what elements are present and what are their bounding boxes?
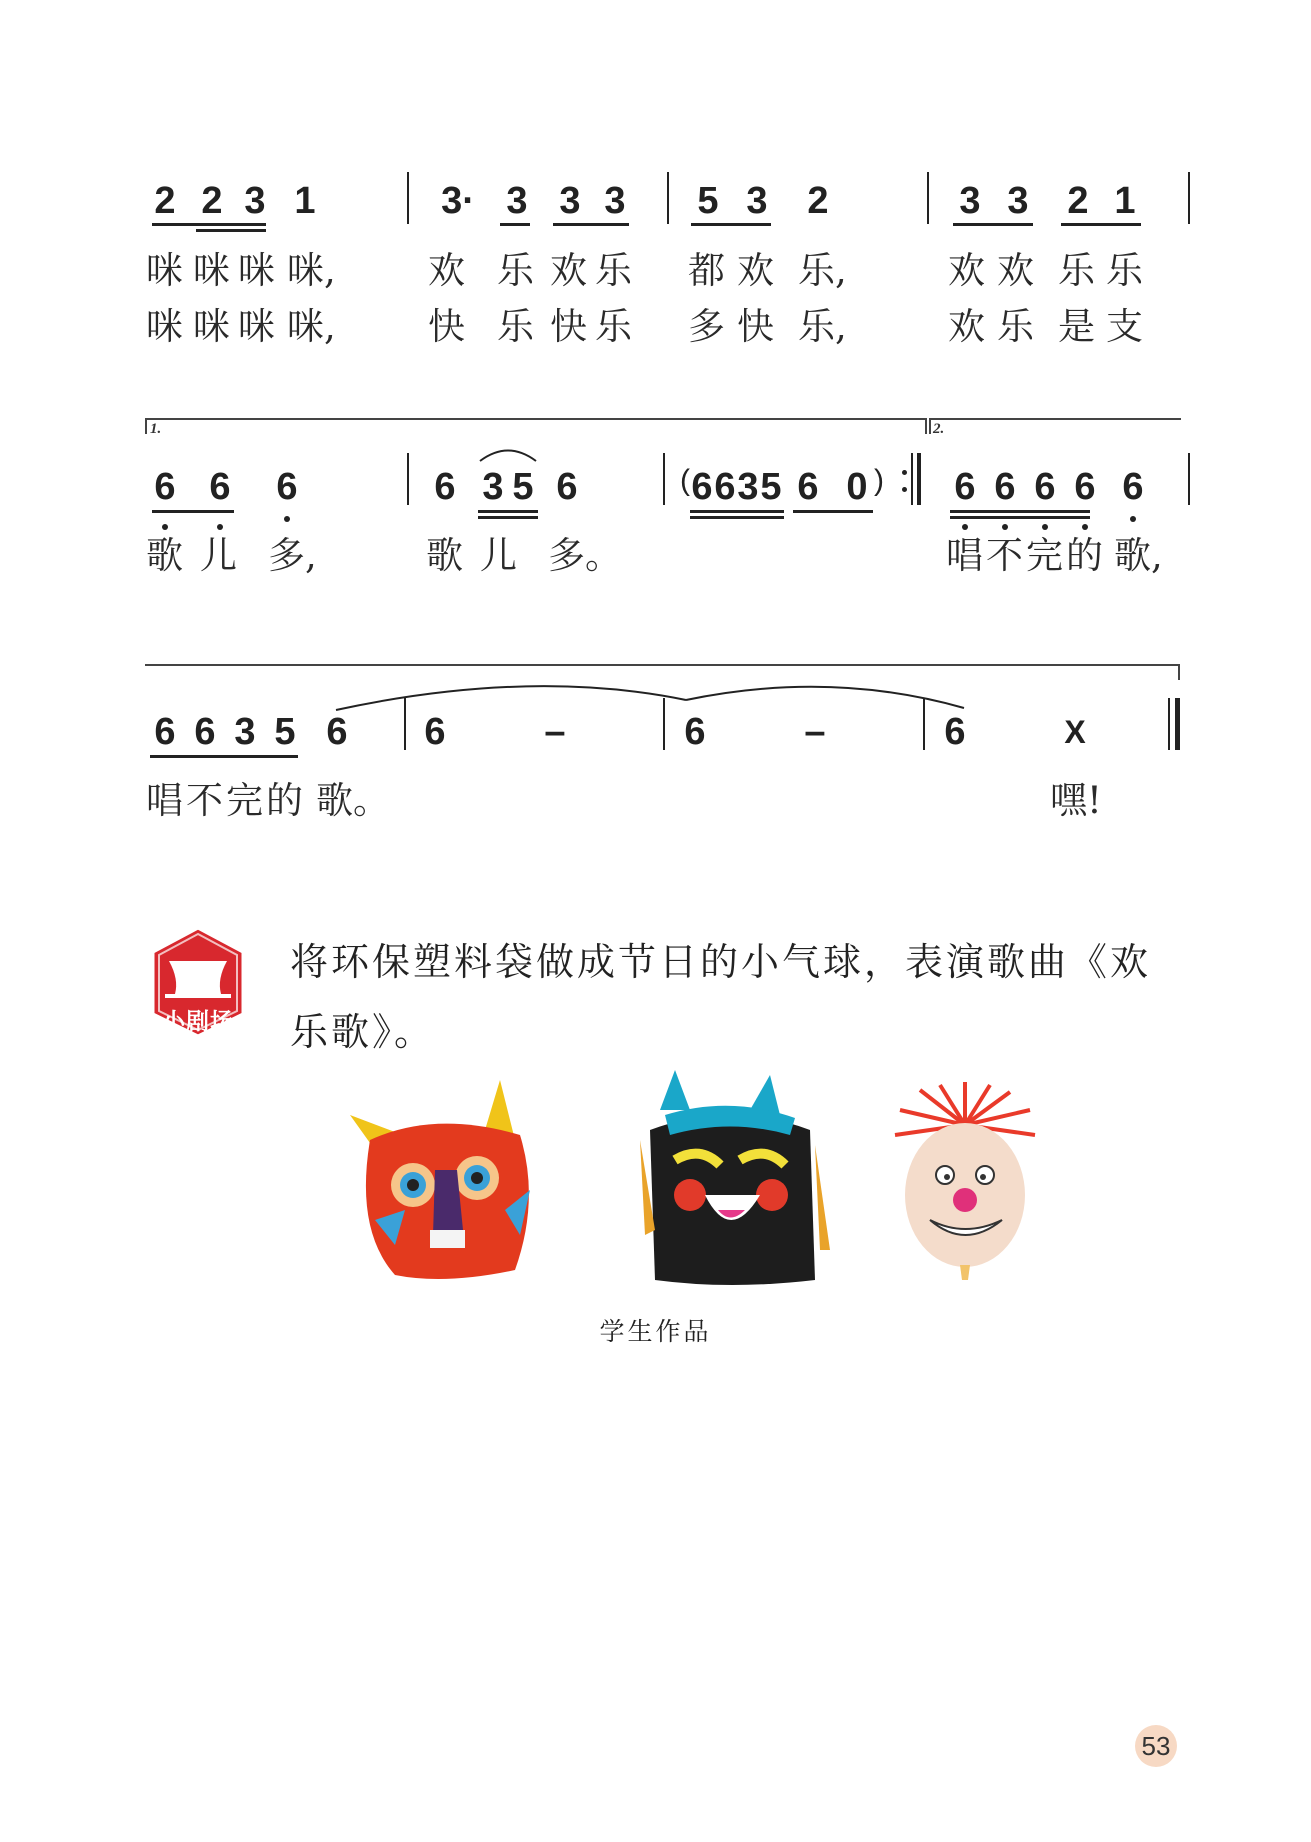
- lyric: 乐: [497, 305, 534, 348]
- note: 6: [194, 711, 216, 753]
- note: 6: [326, 711, 348, 753]
- octave-dot: [284, 516, 290, 522]
- lyric: 嘿!: [1050, 779, 1102, 822]
- lyric: 歌。: [316, 779, 390, 822]
- lyric: 欢: [737, 249, 774, 292]
- red-monster-mask-image: [335, 1070, 545, 1290]
- lyric: 乐: [595, 249, 632, 292]
- lyric: 咪: [193, 305, 230, 348]
- lyric: 完: [226, 779, 263, 822]
- lyric: 咪,: [287, 305, 336, 348]
- beam: [152, 510, 234, 513]
- note: 6: [209, 466, 231, 508]
- lyric: 乐: [1058, 249, 1095, 292]
- volta-bracket-2: [929, 418, 1181, 434]
- note: 3: [244, 180, 266, 222]
- note: 6: [154, 466, 176, 508]
- dash: –: [544, 711, 566, 753]
- lyric: 歌: [146, 534, 183, 577]
- note: 6: [994, 466, 1016, 508]
- note: 6: [1074, 466, 1096, 508]
- slur: [476, 444, 540, 464]
- lyric: 乐: [1106, 249, 1143, 292]
- paren-close: ): [874, 464, 884, 497]
- lyric: 歌,: [1114, 534, 1163, 577]
- note: 6: [1034, 466, 1056, 508]
- note: 6: [944, 711, 966, 753]
- beam: [152, 223, 266, 226]
- lyric: 歌: [426, 534, 463, 577]
- lyric: 儿: [480, 534, 517, 577]
- volta-bracket-1: [145, 418, 927, 434]
- lyric: 多,: [268, 534, 317, 577]
- octave-dot: [1082, 524, 1088, 530]
- note: 3: [482, 466, 504, 508]
- note: 3: [559, 180, 581, 222]
- lyric: 乐,: [798, 305, 847, 348]
- octave-dot: [1042, 524, 1048, 530]
- octave-dot: [1002, 524, 1008, 530]
- dash: –: [804, 711, 826, 753]
- beam: [500, 223, 530, 226]
- bar-line: [1168, 698, 1170, 750]
- octave-dot: [1130, 516, 1136, 522]
- lyric: 是: [1058, 305, 1095, 348]
- lyric: 欢: [997, 249, 1034, 292]
- bar-line: [407, 453, 409, 505]
- lyric: 唱: [146, 779, 183, 822]
- note: 3: [1007, 180, 1029, 222]
- note: 6: [954, 466, 976, 508]
- lyric: 咪: [146, 305, 183, 348]
- lyric: 欢: [550, 249, 587, 292]
- lyric: 不: [986, 534, 1023, 577]
- beam: [690, 516, 784, 519]
- note: 3: [746, 180, 768, 222]
- note: 3: [737, 466, 759, 508]
- note: 2: [154, 180, 176, 222]
- beam: [793, 510, 873, 513]
- lyric: 的: [266, 779, 303, 822]
- volta-number-2: 2.: [933, 421, 945, 437]
- final-bar: [1175, 698, 1180, 750]
- bar-line: [407, 172, 409, 224]
- note: 5: [760, 466, 782, 508]
- note: 1: [1114, 180, 1136, 222]
- octave-dot: [962, 524, 968, 530]
- beam: [478, 510, 538, 513]
- beam: [690, 510, 784, 513]
- paren-open: (: [680, 464, 690, 497]
- lyric: 咪: [193, 249, 230, 292]
- note: 1: [294, 180, 316, 222]
- bar-line: [1188, 172, 1190, 224]
- note: 3: [959, 180, 981, 222]
- note: 6: [684, 711, 706, 753]
- bar-line: [927, 172, 929, 224]
- beam: [950, 510, 1090, 513]
- lyric: 乐: [595, 305, 632, 348]
- note: 6: [797, 466, 819, 508]
- lyric: 咪: [238, 249, 275, 292]
- repeat-dot: [902, 487, 907, 492]
- note: 5: [697, 180, 719, 222]
- lyric: 多。: [548, 534, 622, 577]
- activity-badge-label: 小剧场: [162, 1009, 234, 1035]
- balloon-face-image: [890, 1080, 1040, 1300]
- bar-line: [663, 453, 665, 505]
- lyric: 唱: [946, 534, 983, 577]
- activity-badge: [145, 924, 251, 1040]
- black-mask-image: [620, 1060, 840, 1300]
- note: 2: [807, 180, 829, 222]
- note: 5: [512, 466, 534, 508]
- lyric: 欢: [948, 249, 985, 292]
- lyric: 完: [1026, 534, 1063, 577]
- lyric: 乐: [997, 305, 1034, 348]
- note: 3: [506, 180, 528, 222]
- lyric: 咪,: [287, 249, 336, 292]
- repeat-dot: [902, 470, 907, 475]
- lyric: 支: [1106, 305, 1143, 348]
- clap-x: X: [1064, 714, 1086, 750]
- lyric: 都: [688, 249, 725, 292]
- note: 3: [604, 180, 626, 222]
- beam: [478, 516, 538, 519]
- lyric: 快: [737, 305, 774, 348]
- page-number: 53: [1135, 1725, 1177, 1767]
- artwork-caption: 学生作品: [599, 1317, 712, 1346]
- repeat-thick-bar: [917, 453, 921, 505]
- beam: [196, 229, 266, 232]
- lyric: 乐,: [798, 249, 847, 292]
- volta-number-1: 1.: [150, 421, 162, 437]
- lyric: 欢: [428, 249, 465, 292]
- octave-dot: [217, 524, 223, 530]
- note: 5: [274, 711, 296, 753]
- note: 6: [714, 466, 736, 508]
- bar-line: [1188, 453, 1190, 505]
- lyric: 咪: [146, 249, 183, 292]
- bar-line: [911, 453, 913, 505]
- beam: [953, 223, 1033, 226]
- lyric: 儿: [200, 534, 237, 577]
- note: 6: [276, 466, 298, 508]
- beam: [553, 223, 629, 226]
- note: 6: [691, 466, 713, 508]
- note: 6: [154, 711, 176, 753]
- octave-dot: [162, 524, 168, 530]
- note: 6: [424, 711, 446, 753]
- note: 6: [434, 466, 456, 508]
- beam: [1061, 223, 1141, 226]
- note: 0: [846, 466, 868, 508]
- beam: [691, 223, 771, 226]
- beam: [150, 755, 298, 758]
- lyric: 快: [550, 305, 587, 348]
- lyric: 不: [186, 779, 223, 822]
- note: 3: [234, 711, 256, 753]
- bar-line: [667, 172, 669, 224]
- note: 2: [201, 180, 223, 222]
- lyric: 乐: [497, 249, 534, 292]
- lyric: 欢: [948, 305, 985, 348]
- note: 6: [1122, 466, 1144, 508]
- note: 3·: [441, 180, 475, 222]
- lyric: 快: [428, 305, 465, 348]
- beam: [950, 516, 1090, 519]
- note: 2: [1067, 180, 1089, 222]
- lyric: 多: [688, 305, 725, 348]
- lyric: 的: [1066, 534, 1103, 577]
- note: 6: [556, 466, 578, 508]
- lyric: 咪: [238, 305, 275, 348]
- activity-instruction: 将环保塑料袋做成节日的小气球，表演歌曲《欢乐歌》。: [290, 940, 1152, 1054]
- tie-arcs: [330, 678, 980, 718]
